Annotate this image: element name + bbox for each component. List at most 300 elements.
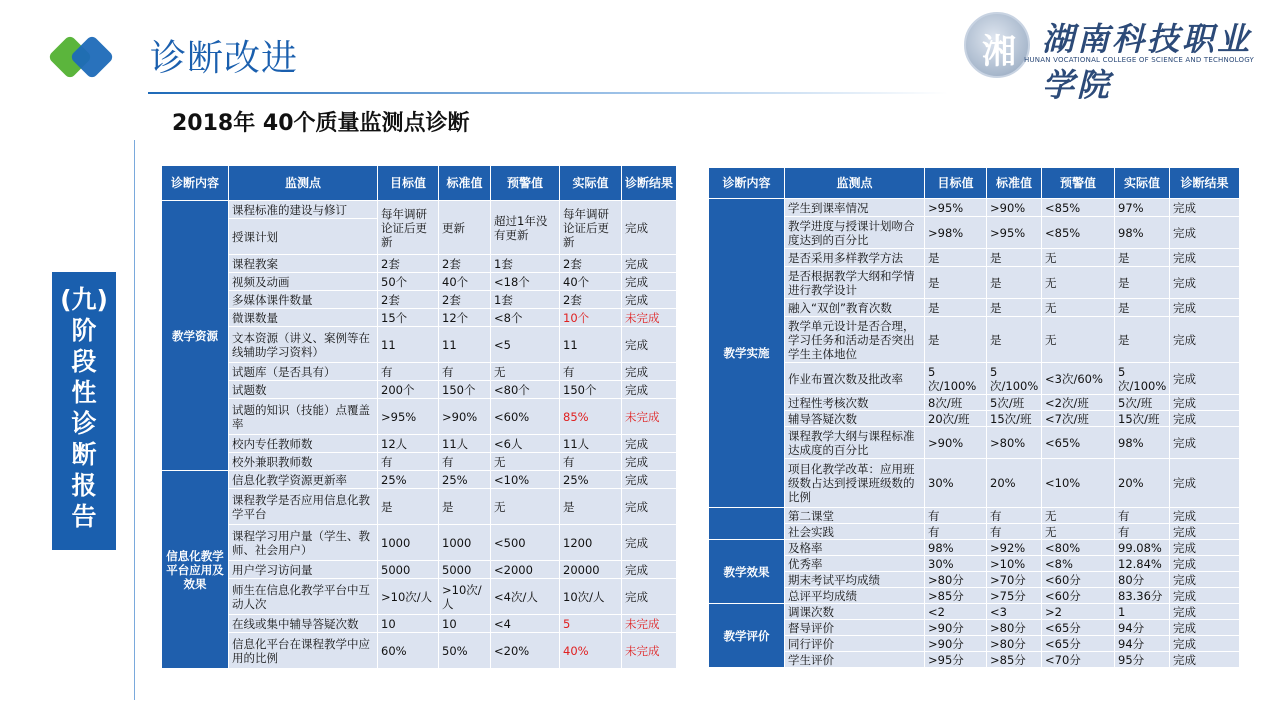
monitor-point-cell: 辅导答疑次数 [785,411,925,427]
target-cell: 2套 [378,255,439,273]
result-cell: 完成 [1170,411,1240,427]
monitor-point-cell: 优秀率 [785,556,925,572]
target-cell: 5000 [378,561,439,579]
monitor-point-cell: 是否采用多样教学方法 [785,249,925,267]
table-row [162,363,677,381]
header-cell: 实际值 [560,166,622,201]
monitor-point-cell: 学生到课率情况 [785,199,925,217]
table-row [162,309,677,327]
warning-cell: <4次/人 [491,579,560,615]
result-cell: 完成 [1170,588,1240,604]
table-row [709,217,1240,249]
target-cell: >95% [378,399,439,435]
side-label-text: (九) 阶 段 性 诊 断 报 告 [60,285,108,531]
warning-cell: >2 [1042,604,1115,620]
header-cell: 诊断结果 [622,166,677,201]
table-row [709,524,1240,540]
actual-cell: 25% [560,471,622,489]
table-row [162,255,677,273]
warning-cell: <10% [491,471,560,489]
warning-cell: 超过1年没有更新 [491,201,560,255]
actual-cell: 1200 [560,525,622,561]
actual-cell: 94分 [1115,636,1170,652]
standard-cell: >90% [987,199,1042,217]
standard-cell: 有 [439,453,491,471]
target-cell: 12人 [378,435,439,453]
standard-cell: >80分 [987,636,1042,652]
standard-cell: 20% [987,459,1042,508]
monitor-point-cell: 过程性考核次数 [785,395,925,411]
monitor-point-cell: 课程教学大纲与课程标准达成度的百分比 [785,427,925,459]
actual-cell: 15次/班 [1115,411,1170,427]
warning-cell: <2次/班 [1042,395,1115,411]
table-row [709,427,1240,459]
header-cell: 标准值 [987,168,1042,199]
result-cell: 完成 [1170,652,1240,668]
target-cell: 15个 [378,309,439,327]
header-cell: 预警值 [491,166,560,201]
actual-cell: 是 [1115,299,1170,317]
target-cell: >90分 [925,636,987,652]
monitor-point-cell: 文本资源（讲义、案例等在线辅助学习资料） [229,327,378,363]
actual-cell: 40% [560,633,622,669]
warning-cell: 1套 [491,291,560,309]
result-cell: 未完成 [622,309,677,327]
section-subtitle: 2018年 40个质量监测点诊断 [172,111,470,136]
monitor-point-cell: 课程教案 [229,255,378,273]
result-cell: 完成 [1170,217,1240,249]
target-cell: 有 [378,363,439,381]
actual-cell: 是 [1115,267,1170,299]
warning-cell: <8个 [491,309,560,327]
target-cell: 11 [378,327,439,363]
table-row [709,588,1240,604]
actual-cell: 是 [1115,249,1170,267]
warning-cell: <60% [491,399,560,435]
monitor-point-cell: 校外兼职教师数 [229,453,378,471]
monitor-point-cell: 信息化平台在课程教学中应用的比例 [229,633,378,669]
actual-cell: 11人 [560,435,622,453]
table-row [709,636,1240,652]
header-divider [148,92,948,94]
table-row [709,199,1240,217]
left-table-header-row [162,166,677,201]
monitor-point-cell: 作业布置次数及批改率 [785,363,925,395]
target-cell: 是 [378,489,439,525]
actual-cell: 83.36分 [1115,588,1170,604]
actual-cell: 2套 [560,291,622,309]
target-cell: >90分 [925,620,987,636]
actual-cell: 5 [560,615,622,633]
header-cell: 实际值 [1115,168,1170,199]
warning-cell: <7次/班 [1042,411,1115,427]
result-cell: 完成 [622,579,677,615]
target-cell: >95分 [925,652,987,668]
actual-cell: 85% [560,399,622,435]
actual-cell: 97% [1115,199,1170,217]
header-cell: 诊断结果 [1170,168,1240,199]
side-label [52,272,116,550]
monitor-point-cell: 及格率 [785,540,925,556]
actual-cell: 有 [1115,524,1170,540]
standard-cell: 是 [987,267,1042,299]
table-row [162,471,677,489]
table-row [162,201,677,219]
result-cell: 完成 [1170,524,1240,540]
standard-cell: 11人 [439,435,491,453]
target-cell: 是 [925,317,987,363]
warning-cell: <80% [1042,540,1115,556]
monitor-point-cell: 课程学习用户量（学生、教师、社会用户） [229,525,378,561]
left-table [161,165,677,669]
actual-cell: 40个 [560,273,622,291]
monitor-point-cell: 在线或集中辅导答疑次数 [229,615,378,633]
standard-cell: 是 [439,489,491,525]
actual-cell: 98% [1115,217,1170,249]
table-row [709,556,1240,572]
warning-cell: 无 [491,363,560,381]
warning-cell: <10% [1042,459,1115,508]
header-cell: 预警值 [1042,168,1115,199]
monitor-point-cell: 教学进度与授课计划吻合度达到的百分比 [785,217,925,249]
warning-cell: 无 [491,453,560,471]
warning-cell: 无 [1042,524,1115,540]
table-row [162,327,677,363]
result-cell: 完成 [1170,620,1240,636]
target-cell: 200个 [378,381,439,399]
result-cell: 完成 [1170,427,1240,459]
monitor-point-cell: 多媒体课件数量 [229,291,378,309]
target-cell: 30% [925,556,987,572]
monitor-point-cell: 视频及动画 [229,273,378,291]
warning-cell: <60分 [1042,572,1115,588]
standard-cell: <3 [987,604,1042,620]
monitor-point-cell: 总评平均成绩 [785,588,925,604]
table-row [709,249,1240,267]
standard-cell: >85分 [987,652,1042,668]
result-cell: 完成 [1170,199,1240,217]
target-cell: 60% [378,633,439,669]
right-table-header-row [709,168,1240,199]
school-name-cn: 湖南科技职业学院 [1042,20,1253,104]
monitor-point-cell: 课程标准的建设与修订 [229,201,378,219]
standard-cell: 是 [987,317,1042,363]
standard-cell: 5000 [439,561,491,579]
monitor-point-cell: 课程教学是否应用信息化教学平台 [229,489,378,525]
warning-cell: <5 [491,327,560,363]
result-cell: 完成 [1170,508,1240,524]
actual-cell: 2套 [560,255,622,273]
standard-cell: >10% [987,556,1042,572]
school-logo [964,10,1254,104]
table-row [709,508,1240,524]
monitor-point-cell: 项目化教学改革：应用班级数占达到授课班级数的比例 [785,459,925,508]
result-cell: 完成 [622,525,677,561]
standard-cell: >80分 [987,620,1042,636]
actual-cell: 95分 [1115,652,1170,668]
standard-cell: 是 [987,249,1042,267]
monitor-point-cell: 第二课堂 [785,508,925,524]
monitor-point-cell: 用户学习访问量 [229,561,378,579]
table-row [709,267,1240,299]
table-row [162,381,677,399]
table-row [162,399,677,435]
target-cell: 30% [925,459,987,508]
warning-cell: <500 [491,525,560,561]
standard-cell: 有 [987,508,1042,524]
actual-cell: 5 次/100% [1115,363,1170,395]
header-cell: 目标值 [378,166,439,201]
standard-cell: 12个 [439,309,491,327]
actual-cell: 10次/人 [560,579,622,615]
standard-cell: >92% [987,540,1042,556]
actual-cell: 99.08% [1115,540,1170,556]
actual-cell: 20000 [560,561,622,579]
standard-cell: 10 [439,615,491,633]
category-cell: 教学效果 [709,540,785,604]
target-cell: 50个 [378,273,439,291]
target-cell: 有 [378,453,439,471]
warning-cell: 无 [1042,299,1115,317]
actual-cell: 1 [1115,604,1170,620]
category-cell: 教学评价 [709,604,785,668]
actual-cell: 98% [1115,427,1170,459]
warning-cell: <4 [491,615,560,633]
logo-diamond-icon [48,28,128,90]
target-cell: >98% [925,217,987,249]
warning-cell: <65分 [1042,620,1115,636]
table-row [709,363,1240,395]
target-cell: 是 [925,249,987,267]
target-cell: 98% [925,540,987,556]
monitor-point-cell: 微课数量 [229,309,378,327]
table-row [709,652,1240,668]
actual-cell: 10个 [560,309,622,327]
warning-cell: 无 [1042,267,1115,299]
result-cell: 完成 [1170,572,1240,588]
result-cell: 完成 [622,201,677,255]
target-cell: 10 [378,615,439,633]
result-cell: 完成 [1170,363,1240,395]
table-row [162,615,677,633]
result-cell: 未完成 [622,399,677,435]
table-row [162,633,677,669]
target-cell: >95% [925,199,987,217]
warning-cell: <6人 [491,435,560,453]
standard-cell: 40个 [439,273,491,291]
monitor-point-cell: 试题的知识（技能）点覆盖率 [229,399,378,435]
actual-cell: 94分 [1115,620,1170,636]
table-row [709,299,1240,317]
warning-cell: <85% [1042,217,1115,249]
actual-cell: 有 [1115,508,1170,524]
header-cell: 诊断内容 [162,166,229,201]
standard-cell: >90% [439,399,491,435]
standard-cell: >95% [987,217,1042,249]
target-cell: 有 [925,524,987,540]
table-row [709,604,1240,620]
warning-cell: <80个 [491,381,560,399]
result-cell: 完成 [622,489,677,525]
warning-cell: <65% [1042,427,1115,459]
warning-cell: <2000 [491,561,560,579]
header-cell: 目标值 [925,168,987,199]
result-cell: 完成 [622,291,677,309]
monitor-point-cell: 试题库（是否具有） [229,363,378,381]
result-cell: 完成 [622,273,677,291]
actual-cell: 有 [560,363,622,381]
monitor-point-cell: 社会实践 [785,524,925,540]
actual-cell: 是 [560,489,622,525]
target-cell: 1000 [378,525,439,561]
warning-cell: 无 [1042,508,1115,524]
header-cell: 标准值 [439,166,491,201]
standard-cell: >10次/人 [439,579,491,615]
warning-cell: <70分 [1042,652,1115,668]
target-cell: 是 [925,299,987,317]
standard-cell: 有 [439,363,491,381]
warning-cell: <8% [1042,556,1115,572]
warning-cell: 1套 [491,255,560,273]
target-cell: >80分 [925,572,987,588]
actual-cell: 150个 [560,381,622,399]
target-cell: >85分 [925,588,987,604]
monitor-point-cell: 调课次数 [785,604,925,620]
warning-cell: <60分 [1042,588,1115,604]
actual-cell: 5次/班 [1115,395,1170,411]
result-cell: 完成 [1170,317,1240,363]
category-cell: 教学实施 [709,199,785,508]
school-name-en: HUNAN VOCATIONAL COLLEGE OF SCIENCE AND TECHNOLOGY [1024,56,1254,64]
warning-cell: <3次/60% [1042,363,1115,395]
table-row [162,489,677,525]
actual-cell: 每年调研论证后更新 [560,201,622,255]
standard-cell: >75分 [987,588,1042,604]
monitor-point-cell: 教学单元设计是否合理，学习任务和活动是否突出学生主体地位 [785,317,925,363]
target-cell: 8次/班 [925,395,987,411]
result-cell: 完成 [622,255,677,273]
actual-cell: 有 [560,453,622,471]
warning-cell: <20% [491,633,560,669]
table-row [709,540,1240,556]
result-cell: 完成 [622,561,677,579]
page-title: 诊断改进 [150,38,299,79]
standard-cell: 5次/班 [987,395,1042,411]
warning-cell: 无 [1042,249,1115,267]
header-cell: 诊断内容 [709,168,785,199]
result-cell: 完成 [622,327,677,363]
result-cell: 完成 [1170,604,1240,620]
warning-cell: 无 [1042,317,1115,363]
warning-cell: <18个 [491,273,560,291]
result-cell: 完成 [1170,459,1240,508]
result-cell: 完成 [1170,636,1240,652]
target-cell: 5 次/100% [925,363,987,395]
result-cell: 完成 [622,453,677,471]
table-row [162,453,677,471]
category-cell: 信息化教学平台应用及效果 [162,471,229,669]
standard-cell: 15次/班 [987,411,1042,427]
header-cell: 监测点 [785,168,925,199]
result-cell: 完成 [1170,540,1240,556]
target-cell: >10次/人 [378,579,439,615]
actual-cell: 12.84% [1115,556,1170,572]
standard-cell: 50% [439,633,491,669]
monitor-point-cell: 期末考试平均成绩 [785,572,925,588]
target-cell: 20次/班 [925,411,987,427]
table-row [709,395,1240,411]
standard-cell: 5 次/100% [987,363,1042,395]
warning-cell: <65分 [1042,636,1115,652]
category-cell [709,508,785,540]
result-cell: 完成 [622,381,677,399]
table-row [709,411,1240,427]
result-cell: 完成 [622,363,677,381]
table-row [162,561,677,579]
target-cell: 每年调研论证后更新 [378,201,439,255]
result-cell: 未完成 [622,615,677,633]
result-cell: 完成 [1170,299,1240,317]
standard-cell: >70分 [987,572,1042,588]
table-row [162,435,677,453]
monitor-point-cell: 同行评价 [785,636,925,652]
monitor-point-cell: 授课计划 [229,219,378,255]
actual-cell: 20% [1115,459,1170,508]
table-row [162,579,677,615]
result-cell: 完成 [1170,267,1240,299]
actual-cell: 11 [560,327,622,363]
result-cell: 完成 [1170,395,1240,411]
table-row [709,459,1240,508]
standard-cell: 有 [987,524,1042,540]
standard-cell: 2套 [439,255,491,273]
result-cell: 完成 [1170,249,1240,267]
right-table [708,167,1240,668]
monitor-point-cell: 学生评价 [785,652,925,668]
table-row [162,273,677,291]
target-cell: 2套 [378,291,439,309]
standard-cell: 更新 [439,201,491,255]
monitor-point-cell: 校内专任教师数 [229,435,378,453]
table-row [709,317,1240,363]
standard-cell: 25% [439,471,491,489]
school-emblem-glyph: 湘 [982,32,1016,72]
target-cell: 有 [925,508,987,524]
standard-cell: 11 [439,327,491,363]
monitor-point-cell: 融入“双创”教育次数 [785,299,925,317]
actual-cell: 80分 [1115,572,1170,588]
target-cell: >90% [925,427,987,459]
result-cell: 完成 [622,471,677,489]
standard-cell: 是 [987,299,1042,317]
warning-cell: <85% [1042,199,1115,217]
target-cell: <2 [925,604,987,620]
target-cell: 25% [378,471,439,489]
warning-cell: 无 [491,489,560,525]
actual-cell: 是 [1115,317,1170,363]
result-cell: 完成 [1170,556,1240,572]
header-cell: 监测点 [229,166,378,201]
school-emblem-icon [964,12,1030,78]
table-row [709,620,1240,636]
monitor-point-cell: 师生在信息化教学平台中互动人次 [229,579,378,615]
monitor-point-cell: 督导评价 [785,620,925,636]
table-row [162,525,677,561]
category-cell: 教学资源 [162,201,229,471]
standard-cell: 150个 [439,381,491,399]
table-row [162,291,677,309]
result-cell: 未完成 [622,633,677,669]
